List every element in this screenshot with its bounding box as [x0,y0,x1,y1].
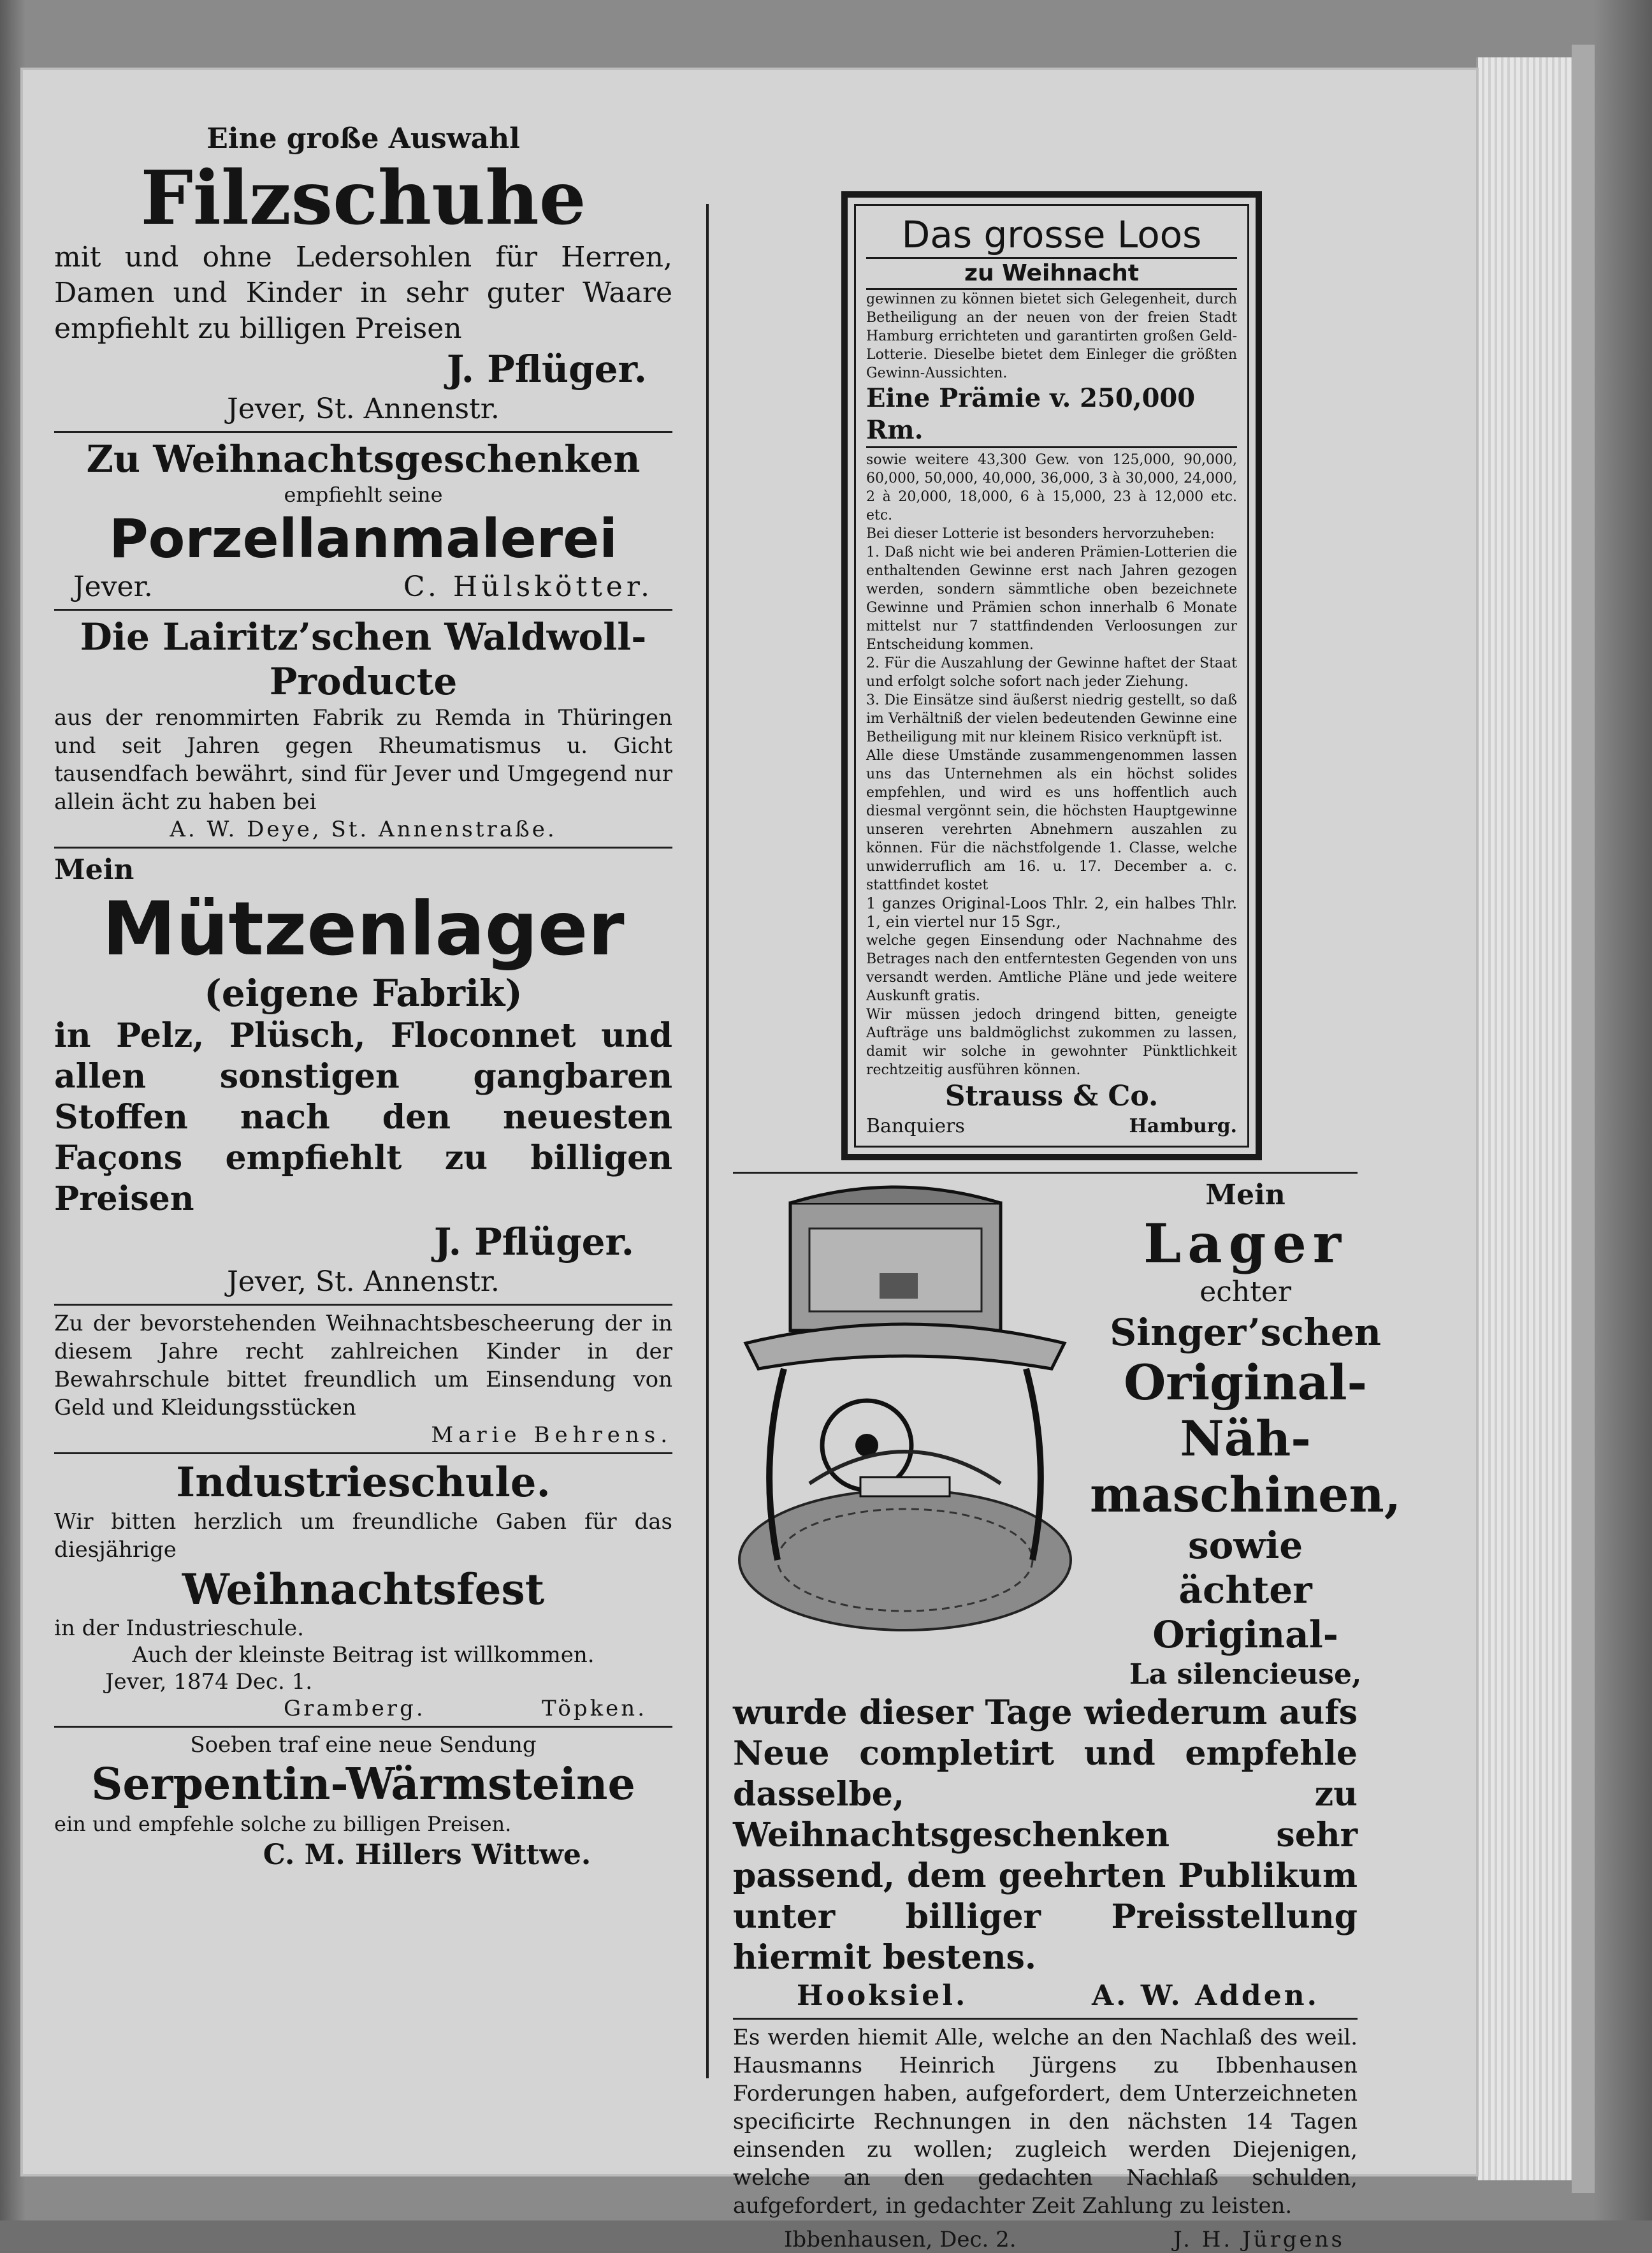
loos-title: Das grosse Loos [901,213,1202,256]
divider [733,1172,1358,1174]
divider [54,609,672,611]
porzellan-signer: C. Hülskötter. [403,571,653,603]
right-column [733,191,1402,2253]
singer-l4: Näh- [1180,1410,1311,1467]
singer-signature [733,1978,1358,2014]
industrie-headline: Industrieschule. [176,1459,551,1506]
serpentin-signer: C. M. Hillers Wittwe. [263,1839,591,1871]
ad-nachlass-juergens [733,2023,1358,2253]
column-divider [706,204,709,2078]
ad-industrieschule [54,1458,672,1722]
singer-l1: echter [1199,1276,1291,1308]
industrie-signer-1: Gramberg. [284,1696,426,1721]
filz-signer: J. Pflüger. [446,347,647,391]
muetzen-body: in Pelz, Plüsch, Floconnet und allen sonstigen gangbaren Stoffen nach den neuesten Façons empfiehlt zu billigen Preisen [54,1016,672,1218]
singer-l2: Singer’schen [1110,1311,1381,1354]
porzellan-place: Jever. [73,571,153,603]
left-column [54,121,672,1873]
bewahrschule-body: Zu der bevorstehenden Weihnachtsbescheerung der in diesem Jahre recht zahlreichen Kinder in der Bewahrschule bittet freundlich um Einsendung von Geld und Kleidungsstücken [54,1311,672,1420]
singer-body: wurde dieser Tage wiederum aufs Neue completirt und empfehle dasselbe, zu Weihnachtsgeschenken sehr passend, dem geehrten Publikum unter billiger Preisstellung hiermit bestens. [733,1693,1358,1977]
porzellan-sub: empfiehlt seine [284,483,443,507]
book-page-edges [1476,57,1574,2180]
ad-lairitz [54,615,672,843]
singer-place: Hooksiel. [797,1980,968,2012]
filz-place: Jever, St. Annenstr. [227,393,500,425]
industrie-line2: in der Industrieschule. [54,1615,304,1641]
muetzen-sub: (eigene Fabrik) [204,972,523,1015]
singer-l5: maschinen, [1090,1466,1402,1523]
loos-p3: Bei dieser Lotterie ist besonders hervorzuheben: [866,526,1215,542]
ad-singer-lager [733,1178,1402,2014]
muetzen-place: Jever, St. Annenstr. [227,1265,500,1298]
loos-firm: Strauss & Co. [945,1080,1159,1112]
divider [54,1452,672,1454]
loos-p5: 1 ganzes Original-Loos Thlr. 2, ein halbes Thlr. 1, ein viertel nur 15 Sgr., [866,894,1237,931]
singer-headline: Lager [1143,1212,1348,1275]
loos-item-2: 2. Für die Auszahlung der Gewinne haftet der Staat und erfolgt solche sofort nach jeder Ziehung. [866,655,1237,690]
muetzen-headline: Mützenlager [102,886,625,972]
muetzen-intro: Mein [54,854,134,886]
filz-body: mit und ohne Ledersohlen für Herren, Damen und Kinder in sehr guter Waare empfiehlt zu billigen Preisen [54,241,672,345]
singer-heading-block [1090,1178,1401,1693]
ad-porzellan [54,437,672,605]
ad-filzschuhe [54,121,672,427]
divider [54,1726,672,1728]
serpentin-intro: Soeben traf eine neue Sendung [190,1732,537,1758]
nachlass-signer: J. H. Jürgens [1173,2227,1345,2252]
ad-bewahrschule [54,1309,672,1448]
porzellan-signature [54,569,672,605]
singer-l8: La silencieuse, [1129,1658,1362,1691]
ad-grosse-loos [841,191,1262,1160]
divider [733,2018,1358,2020]
loos-p1: gewinnen zu können bietet sich Gelegenheit, durch Betheiligung an der neuen von der freien Stadt Hamburg errichteten und garantirten großen Geld-Lotterie. Dieselbe bietet dem Einleger die größten Gewinn-Aussichten. [866,291,1237,381]
sewing-machine-illustration [733,1178,1077,1643]
loos-bank-right: Hamburg. [1129,1115,1237,1137]
nachlass-place: Ibbenhausen, Dec. 2. [784,2227,1017,2252]
nachlass-body: Es werden hiemit Alle, welche an den Nachlaß des weil. Hausmanns Heinrich Jürgens zu Ibbenhausen Forderungen haben, aufgefordert, dem Unterzeichneten specificirte Rechnungen in den nächsten 14 Tagen einsenden zu wollen; zugleich werden Diejenigen, welche an den gedachten Nachlaß schulden, aufgefordert, in gedachter Zeit Zahlung zu leisten. [733,2025,1358,2219]
loos-p2: sowie weitere 43,300 Gew. von 125,000, 90,000, 60,000, 50,000, 40,000, 36,000, 3 à 30,000, 24,000, 2 à 20,000, 18,000, 6 à 15,000, 23 à 12,000 etc. etc. [866,446,1237,525]
divider [54,431,672,433]
filz-intro: Eine große Auswahl [207,122,520,155]
porzellan-headline: Porzellanmalerei [109,507,618,570]
industrie-date: Jever, 1874 Dec. 1. [105,1669,313,1695]
ad-serpentin [54,1732,672,1873]
industrie-line3: Auch der kleinste Beitrag ist willkommen. [132,1642,595,1668]
divider [54,1304,672,1306]
nachlass-signature [733,2220,1358,2253]
divider [54,847,672,849]
serpentin-headline: Serpentin-Wärmsteine [91,1759,635,1810]
lairitz-signer: A. W. Deye, St. Annenstraße. [170,817,557,842]
serpentin-body: ein und empfehle solche zu billigen Preisen. [54,1812,512,1836]
loos-prize: Eine Prämie v. 250,000 Rm. [866,383,1196,445]
loos-sub: zu Weihnacht [866,257,1237,290]
loos-p4: Alle diese Umstände zusammengenommen lassen uns das Unternehmen als ein höchst solides empfehlen, und wird es uns hoffentlich auch diesmal vergönnt sein, die höchsten Hauptgewinne unseren verehrten Abnehmern auszahlen zu können. Für die nächstfolgende 1. Classe, welche unwiderruflich am 16. u. 17. December a. c. stattfindet kostet [866,748,1237,893]
loos-item-3: 3. Die Einsätze sind äußerst niedrig gestellt, so daß im Verhältniß der vielen bedeutenden Gewinne eine Betheiligung mit nur kleinem Risico verknüpft ist. [866,692,1237,745]
singer-l6: sowie [1187,1524,1303,1567]
lairitz-body: aus der renommirten Fabrik zu Remda in Thüringen und seit Jahren gegen Rheumatismus u. Gicht tausendfach bewährt, sind für Jever und Umgegend nur allein ächt zu haben bei [54,705,672,815]
bewahrschule-signer: Marie Behrens. [431,1422,672,1448]
loos-bank [866,1114,1237,1139]
industrie-feast: Weihnachtsfest [182,1564,545,1614]
industrie-signer-2: Töpken. [541,1696,647,1721]
singer-signer: A. W. Adden. [1092,1980,1319,2012]
filz-headline: Filzschuhe [140,155,586,242]
singer-l3: Original- [1124,1354,1368,1411]
loos-bank-left: Banquiers [866,1115,965,1137]
loos-frame [854,204,1249,1148]
singer-l7: ächter Original- [1152,1568,1338,1656]
loos-p7: Wir müssen jedoch dringend bitten, geneigte Aufträge uns baldmöglichst zukommen zu lassen, damit wir solche in gewohnter Pünktlichkeit rechtzeitig ausführen können. [866,1007,1237,1078]
singer-top [733,1178,1402,1693]
loos-item-1: 1. Daß nicht wie bei anderen Prämien-Lotterien die enthaltenden Gewinne erst nach Jahren gezogen werden, sondern sämmtliche oben bezeichnete Gewinne und Prämien schon innerhalb 6 Monate mittelst nur 7 stattfindenden Verloosungen zur Entscheidung kommen. [866,544,1237,653]
industrie-body: Wir bitten herzlich um freundliche Gaben für das diesjährige [54,1509,672,1563]
ad-muetzenlager [54,852,672,1300]
muetzen-signer: J. Pflüger. [433,1220,634,1264]
book-cover-edge [1572,45,1595,2193]
singer-intro: Mein [1205,1179,1286,1211]
lairitz-headline: Die Lairitz’schen Waldwoll-Producte [80,615,647,703]
industrie-signatures [54,1695,672,1722]
porzellan-intro: Zu Weihnachtsgeschenken [86,437,641,481]
loos-p6: welche gegen Einsendung oder Nachnahme des Betrages nach den entferntesten Gegenden von uns versandt werden. Amtliche Pläne und jede weitere Auskunft gratis. [866,933,1237,1004]
